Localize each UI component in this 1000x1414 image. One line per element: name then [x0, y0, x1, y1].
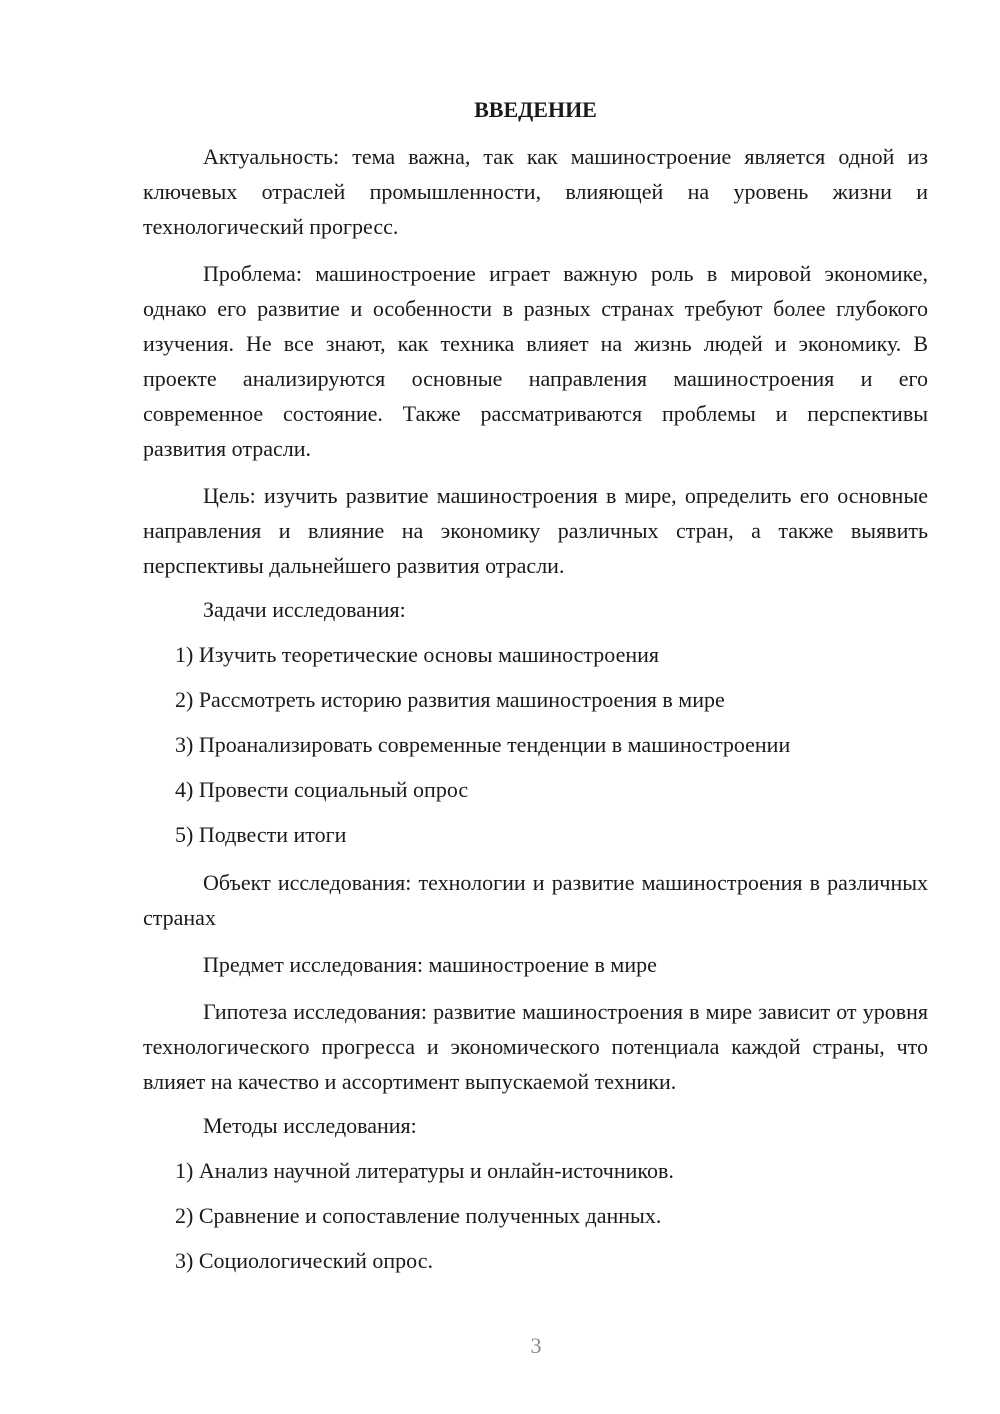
list-item: 3) Социологический опрос. — [175, 1248, 433, 1273]
methods-label: Методы исследования: — [203, 1113, 417, 1138]
list-item: 5) Подвести итоги — [175, 822, 347, 847]
object-paragraph: Объект исследования: технологии и развитие машиностроения в различных странах — [143, 870, 928, 930]
relevance-paragraph: Актуальность: тема важна, так как машиностроение является одной из ключевых отраслей промышленности, влияющей на уровень жизни и технологический прогресс. — [143, 144, 928, 239]
list-item: 1) Анализ научной литературы и онлайн-источников. — [175, 1158, 674, 1183]
goal-paragraph: Цель: изучить развитие машиностроения в мире, определить его основные направления и влияние на экономику различных стран, а также выявить перспективы дальнейшего развития отрасли. — [143, 483, 928, 578]
list-item: 4) Провести социальный опрос — [175, 777, 469, 802]
subject-paragraph: Предмет исследования: машиностроение в мире — [203, 952, 657, 977]
list-item: 3) Проанализировать современные тенденции в машиностроении — [175, 732, 791, 757]
page-title: ВВЕДЕНИЕ — [474, 97, 597, 122]
document-page — [143, 95, 928, 1291]
list-item: 2) Рассмотреть историю развития машиностроения в мире — [175, 687, 725, 712]
tasks-label: Задачи исследования: — [203, 597, 406, 622]
methods-list — [143, 1156, 928, 1276]
page-number: 3 — [530, 1333, 542, 1358]
tasks-list — [143, 640, 928, 850]
problem-paragraph: Проблема: машиностроение играет важную роль в мировой экономике, однако его развитие и особенности в разных странах требуют более глубокого изучения. Не все знают, как техника влияет на жизнь людей и экономику. В проекте анализируются основные направления машиностроения и его современное состояние. Также рассматриваются проблемы и перспективы развития отрасли. — [143, 261, 928, 461]
hypothesis-paragraph: Гипотеза исследования: развитие машиностроения в мире зависит от уровня технологического прогресса и экономического потенциала каждой страны, что влияет на качество и ассортимент выпускаемой техники. — [143, 999, 928, 1094]
list-item: 1) Изучить теоретические основы машиностроения — [175, 642, 659, 667]
list-item: 2) Сравнение и сопоставление полученных данных. — [175, 1203, 662, 1228]
